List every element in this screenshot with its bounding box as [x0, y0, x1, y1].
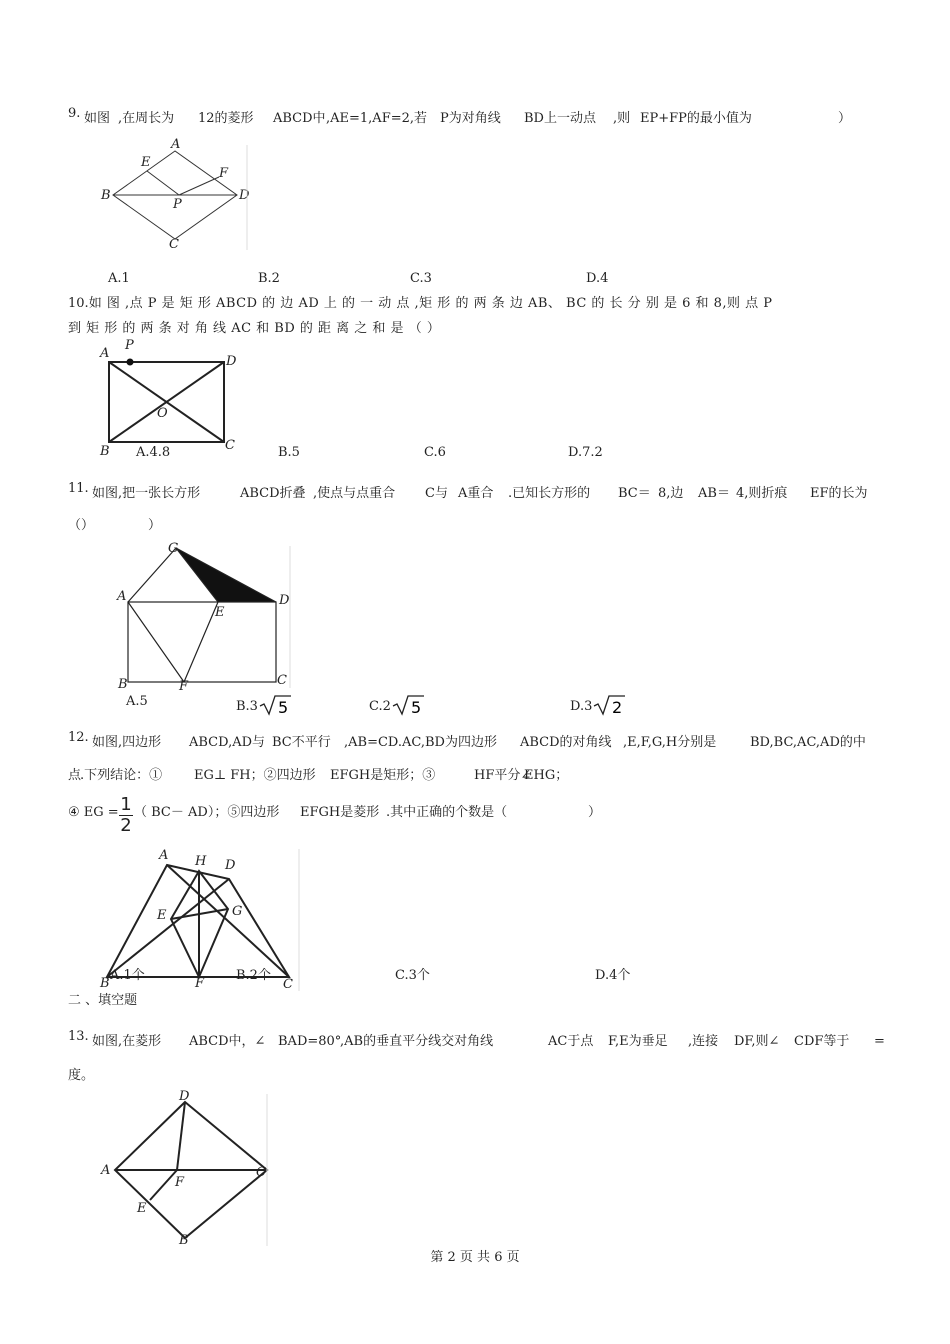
q11-sqrt-icon: [258, 694, 292, 716]
q10-label-c: C: [225, 438, 235, 453]
q10-option-c: C.6: [424, 445, 446, 460]
q9-label-p: P: [173, 197, 182, 212]
q9-rhombus-figure: [95, 135, 255, 255]
q10-label-a: A: [100, 346, 110, 361]
q9-label-b: B: [101, 188, 111, 203]
q11-label-d: D: [279, 593, 290, 608]
q11-label-e: E: [215, 605, 225, 620]
q11-text-line1: 11. 如图 ,把一张长方形 ABCD折叠 ,使点与点重合 C与 A重合 .已知长方形的 BC＝ 8,边 AB＝ 4,则折痕 EF的长为: [68, 481, 868, 501]
q12-option-a: A.1个: [110, 968, 145, 983]
q11-folded-rectangle-figure: [112, 538, 297, 693]
svg-text:5: 5: [277, 698, 289, 716]
q9-option-d: D.4: [586, 271, 609, 286]
q11-option-c: C.2 5: [369, 694, 425, 716]
q11-option-d: D.3 2: [570, 694, 626, 716]
q13-rhombus-figure: [95, 1088, 275, 1248]
svg-text:5: 5: [410, 698, 422, 716]
q9-label-f: F: [219, 166, 229, 181]
q10-label-d: D: [226, 354, 237, 369]
q10-option-d: D.7.2: [568, 445, 603, 460]
q12-label-b: B: [100, 976, 110, 991]
q11-sqrt-icon: [592, 694, 626, 716]
q12-option-c: C.3个: [395, 968, 430, 983]
q10-label-p: P: [125, 338, 134, 353]
q12-option-b: B.2个: [236, 968, 271, 983]
svg-text:2: 2: [612, 698, 623, 716]
q12-text-line3: ④ EG = （ BC－ AD）；⑤四边形 EFGH是菱形 .其中正确的个数是（ ）: [68, 805, 602, 820]
q9-label-c: C: [169, 237, 179, 252]
q10-option-b: B.5: [278, 445, 300, 460]
q10-text-line1: 10.如 图 ,点 P 是 矩 形 ABCD 的 边 AD 上 的 一 动 点 ,矩 形 的 两 条 边 AB、 BC 的 长 分 别 是 6 和 8,则 点 P: [68, 296, 773, 311]
q12-label-g: G: [232, 904, 243, 919]
q13-label-f: F: [175, 1175, 185, 1190]
q10-option-a: A.4.8: [136, 445, 171, 460]
q9-option-b: B.2: [258, 271, 280, 286]
q10-text-line2: 到 矩 形 的 两 条 对 角 线 AC 和 BD 的 距 离 之 和 是 （ ）: [68, 321, 441, 336]
q13-text-line2: 度。: [68, 1068, 95, 1083]
q11-label-a: A: [117, 589, 127, 604]
q9-option-c: C.3: [410, 271, 432, 286]
q11-label-g: G: [168, 541, 179, 556]
q10-rectangle-figure: [95, 335, 245, 460]
q12-label-a: A: [159, 848, 169, 863]
q12-label-h: H: [195, 854, 207, 869]
q11-label-b: B: [118, 677, 128, 692]
q9-text: 9. 如图 ,在周长为 12的菱形 ABCD中 ,AE=1,AF=2,若 P为对角线 BD上一动点 ,则 EP+FP的最小值为 ）: [68, 106, 852, 126]
page-footer: 第 2 页 共 6 页: [430, 1250, 520, 1265]
q12-text-line1: 12. 如图 ,四边形 ABCD,AD与 BC不平行 ,AB=CD.AC,BD为四边形 ABCD的对角线 ,E,F,G,H分别是 BD,BC,AC,AD的中: [68, 730, 866, 750]
q11-label-c: C: [277, 673, 287, 688]
q13-label-b: B: [179, 1233, 189, 1248]
q9-label-d: D: [239, 188, 250, 203]
q13-label-a: A: [101, 1163, 111, 1178]
q9-label-e: E: [141, 155, 151, 170]
q12-label-f: F: [195, 976, 205, 991]
q12-fraction-one-half: 1 2: [120, 794, 132, 836]
q12-label-e: E: [157, 908, 167, 923]
q9-label-a: A: [171, 137, 181, 152]
q13-label-d: D: [179, 1089, 190, 1104]
q12-label-c: C: [283, 977, 293, 992]
q13-label-e: E: [137, 1201, 147, 1216]
q10-label-o: O: [157, 406, 168, 421]
q13-text-line1: 13. 如图 ,在菱形 ABCD中，∠ BAD=80° ,AB的垂直平分线交对角线 AC于点 F,E为垂足 ,连接 DF,则∠ CDF等于 =: [68, 1029, 885, 1049]
q11-option-b: B.3 5: [236, 694, 292, 716]
q9-option-a: A.1: [108, 271, 130, 286]
q12-text-line2: 点 .下列结论：① EG⊥ FH；②四边形 EFGH是矩形；③ HF平分∠ EHG；: [68, 768, 569, 783]
q11-sqrt-icon: [391, 694, 425, 716]
q10-point-p: [127, 359, 134, 366]
q11-label-f: F: [179, 679, 189, 693]
q12-label-d: D: [225, 858, 236, 873]
q10-label-b: B: [100, 444, 110, 459]
q13-label-c: C: [256, 1165, 266, 1180]
section-fill-in-heading: 二 、填空题: [68, 993, 138, 1008]
q11-option-a: A.5: [126, 694, 148, 709]
q11-text-line2: （） ）: [68, 518, 162, 533]
q12-option-d: D.4个: [595, 968, 631, 983]
